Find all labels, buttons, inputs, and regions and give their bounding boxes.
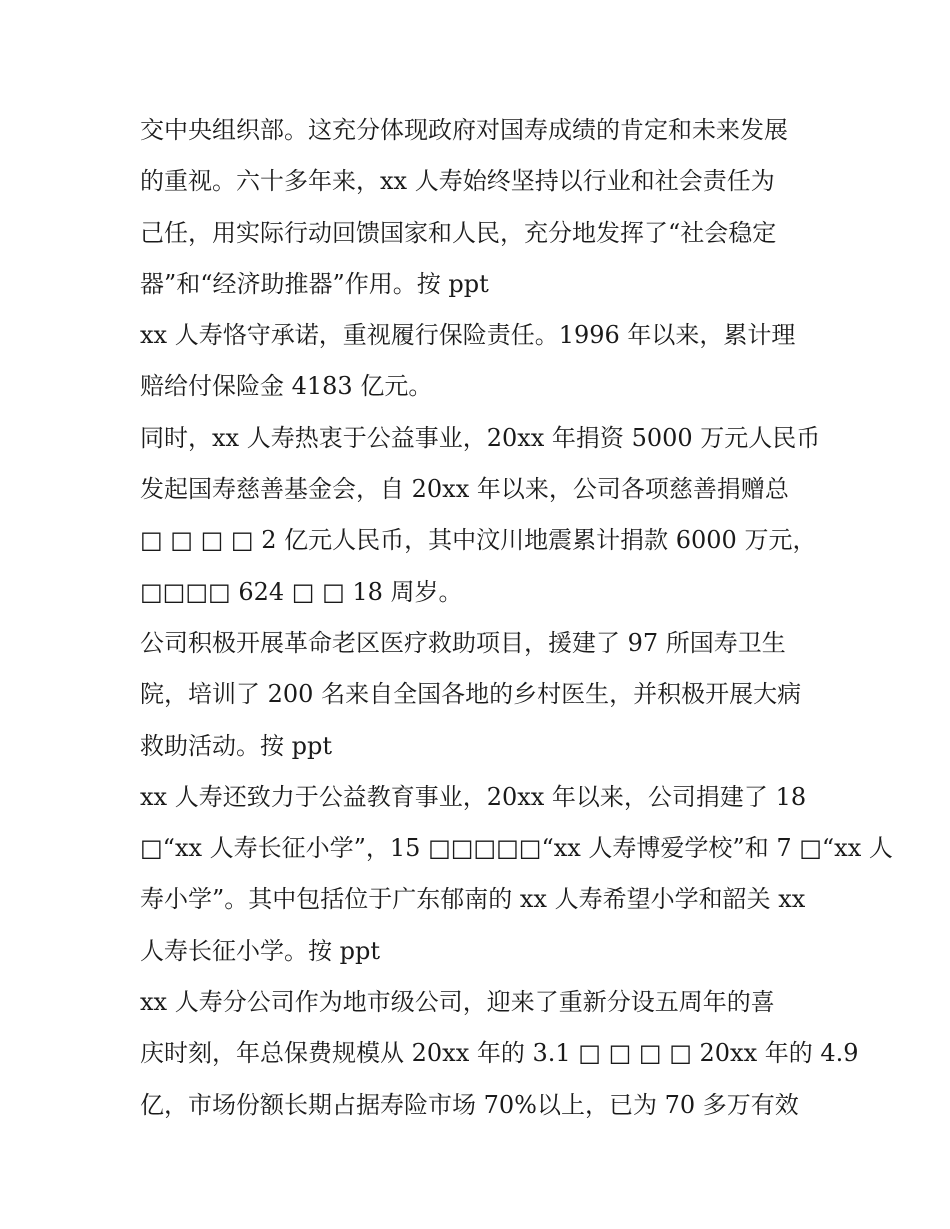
text-line: □ □ □ □ 2 亿元人民币，其中汶川地震累计捐款 6000 万元， — [140, 526, 817, 555]
text-line: xx 人寿分公司作为地市级公司，迎来了重新分设五周年的喜 — [140, 988, 775, 1017]
text-line: xx 人寿还致力于公益教育事业，20xx 年以来，公司捐建了 18 — [140, 782, 807, 811]
text-line: □“xx 人寿长征小学”，15 □□□□□“xx 人寿博爱学校”和 7 □“xx 人 — [140, 834, 893, 863]
text-line: 寿小学”。其中包括位于广东郁南的 xx 人寿希望小学和韶关 xx — [140, 885, 806, 914]
text-line: 的重视。六十多年来，xx 人寿始终坚持以行业和社会责任为 — [140, 167, 775, 196]
text-line: 救助活动。按 ppt — [140, 731, 332, 760]
text-line: 人寿长征小学。按 ppt — [140, 936, 380, 965]
text-line: 院，培训了 200 名来自全国各地的乡村医生，并积极开展大病 — [140, 680, 802, 709]
text-line: 己任，用实际行动回馈国家和人民，充分地发挥了“社会稳定 — [140, 218, 777, 247]
text-line: 公司积极开展革命老区医疗救助项目，援建了 97 所国寿卫生 — [140, 628, 786, 657]
text-line: 亿，市场份额长期占据寿险市场 70%以上，已为 70 多万有效 — [140, 1090, 799, 1119]
text-line: 器”和“经济助推器”作用。按 ppt — [140, 269, 489, 298]
text-line: 庆时刻，年总保费规模从 20xx 年的 3.1 □ □ □ □ 20xx 年的 4.9 — [140, 1039, 859, 1068]
text-line: 同时，xx 人寿热衷于公益事业，20xx 年捐资 5000 万元人民币 — [140, 423, 821, 452]
text-line: 交中央组织部。这充分体现政府对国寿成绩的肯定和未来发展 — [140, 116, 788, 144]
text-line: □□□□ 624 □ □ 18 周岁。 — [140, 577, 463, 606]
body-text — [140, 110, 893, 1136]
text-line: 赔给付保险金 4183 亿元。 — [140, 372, 433, 401]
text-line: xx 人寿恪守承诺，重视履行保险责任。1996 年以来，累计理 — [140, 321, 796, 350]
text-line: 发起国寿慈善基金会，自 20xx 年以来，公司各项慈善捐赠总 — [140, 475, 789, 504]
